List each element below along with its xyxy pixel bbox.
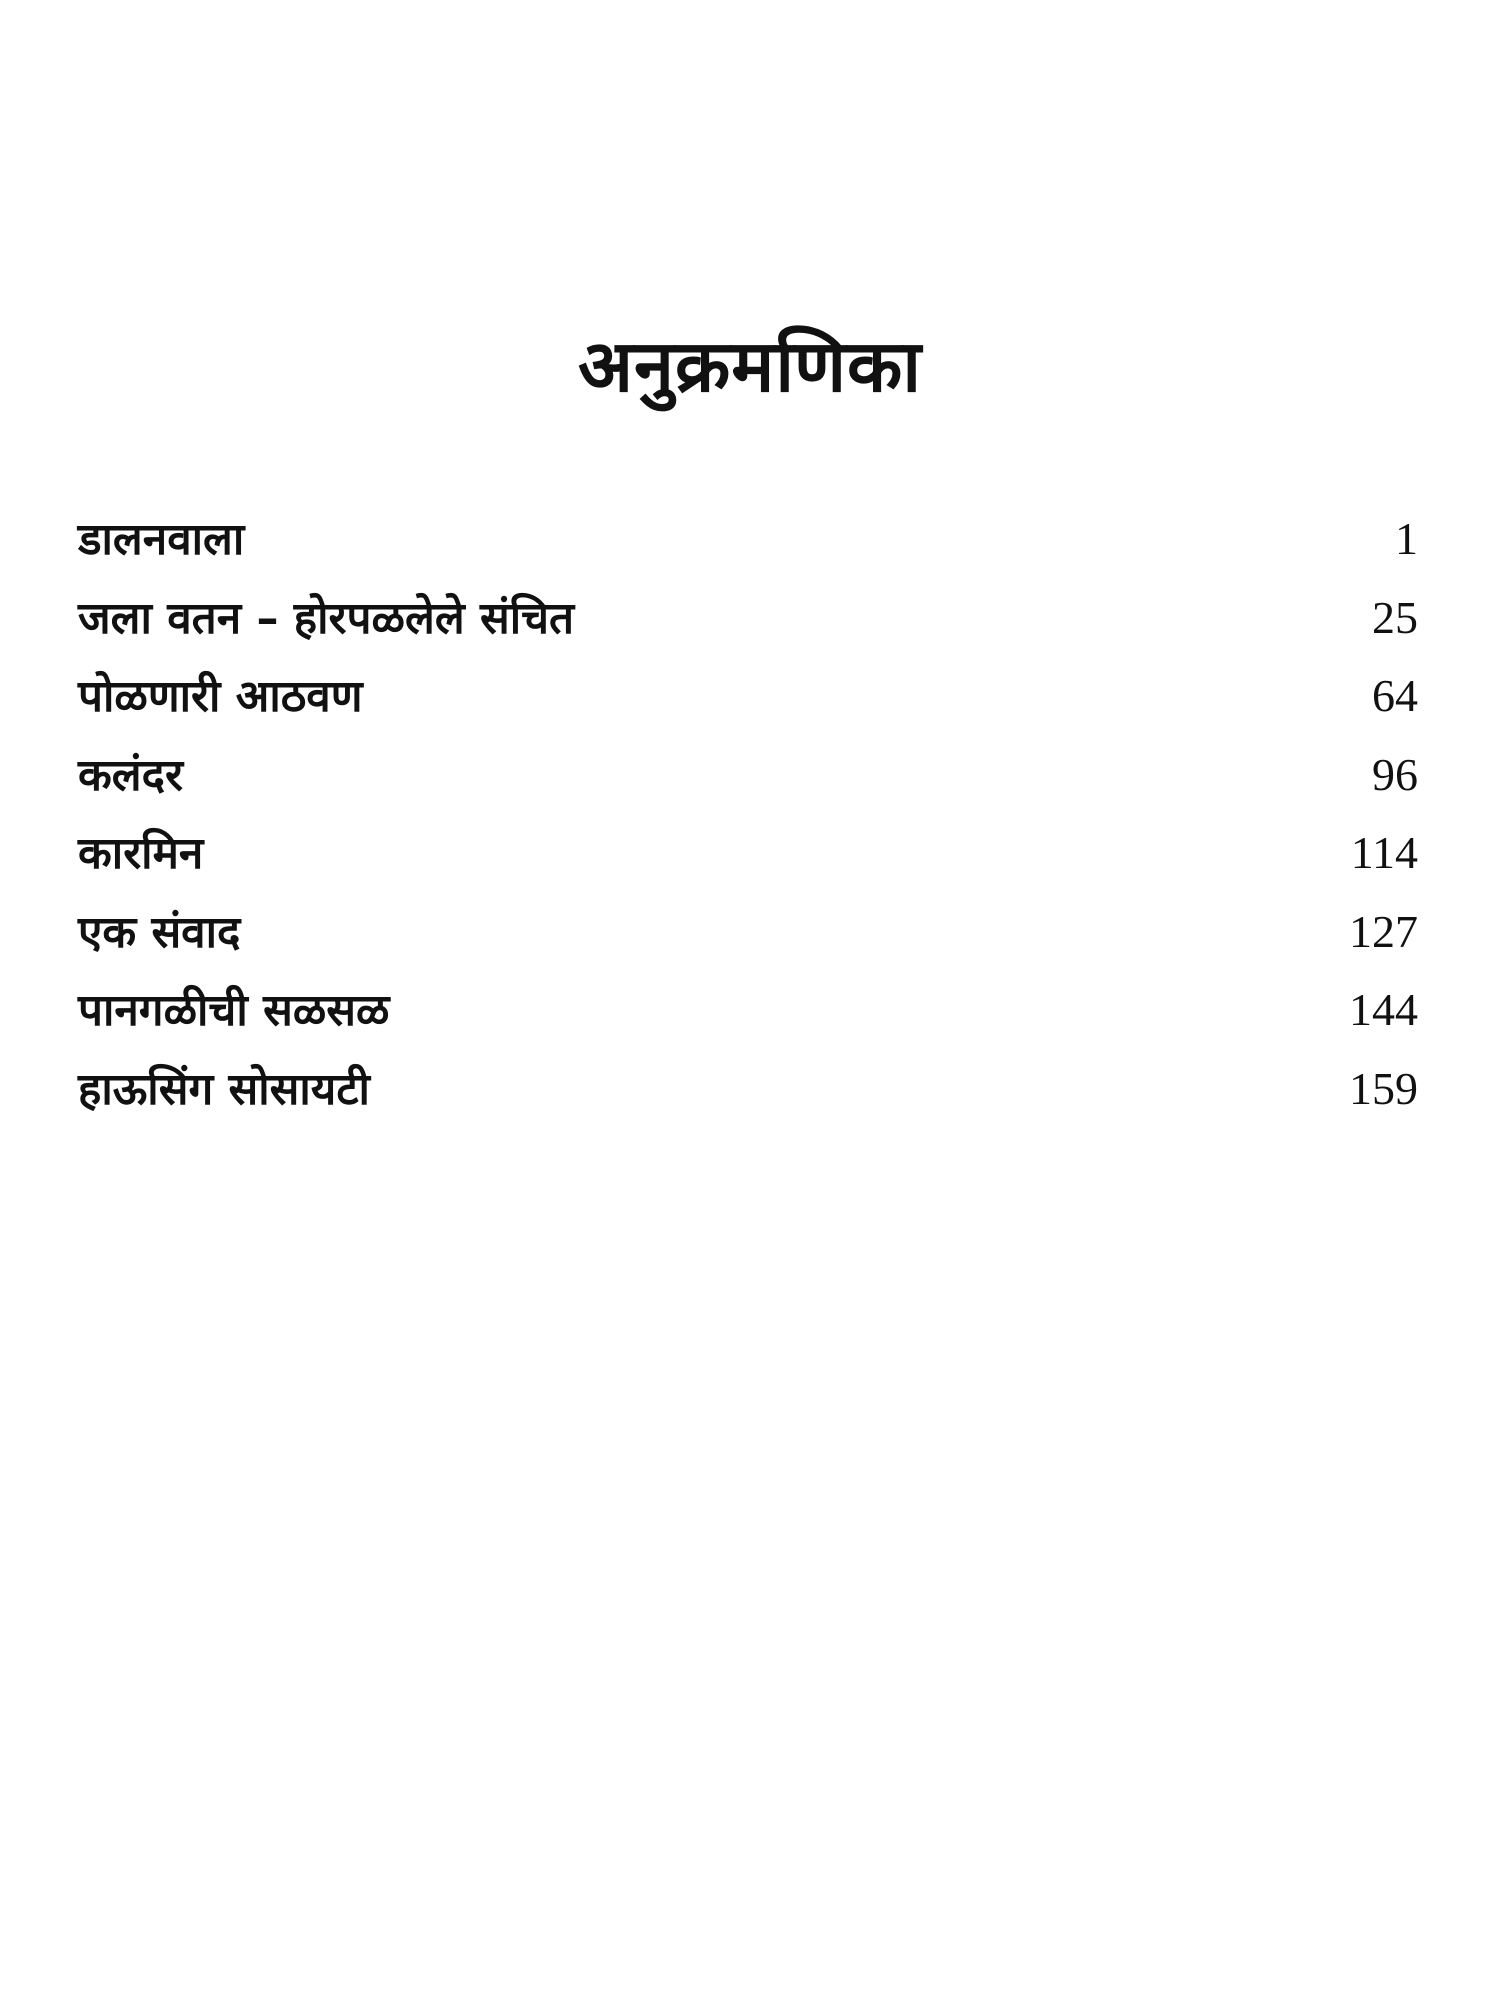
toc-page-number: 25 bbox=[1372, 591, 1418, 643]
toc-chapter-title: हाऊसिंग सोसायटी bbox=[78, 1063, 370, 1115]
toc-page-number: 96 bbox=[1372, 748, 1418, 800]
toc-page-number: 114 bbox=[1350, 827, 1418, 878]
toc-entry bbox=[78, 893, 1418, 972]
toc-page-number: 1 bbox=[1395, 513, 1418, 564]
toc-chapter-title: जला वतन – होरपळलेले संचित bbox=[78, 592, 575, 644]
toc-entry bbox=[78, 1050, 1418, 1129]
page-title: अनुक्रमणिका bbox=[578, 324, 922, 409]
table-of-contents bbox=[78, 500, 1418, 1128]
toc-page-number: 144 bbox=[1349, 984, 1418, 1035]
toc-entry bbox=[78, 657, 1418, 736]
toc-entry bbox=[78, 579, 1418, 658]
toc-page-number: 127 bbox=[1349, 905, 1418, 957]
toc-chapter-title: एक संवाद bbox=[78, 906, 241, 958]
toc-chapter-title: पानगळीची सळसळ bbox=[78, 985, 390, 1036]
toc-entry bbox=[78, 814, 1418, 893]
toc-entry bbox=[78, 500, 1418, 579]
toc-entry bbox=[78, 971, 1418, 1050]
toc-page-number: 64 bbox=[1372, 670, 1418, 721]
toc-chapter-title: डालनवाला bbox=[78, 514, 245, 565]
toc-chapter-title: कारमिन bbox=[78, 828, 204, 879]
toc-page-number: 159 bbox=[1349, 1062, 1418, 1114]
toc-chapter-title: पोळणारी आठवण bbox=[78, 671, 363, 722]
toc-chapter-title: कलंदर bbox=[78, 749, 183, 801]
toc-entry bbox=[78, 736, 1418, 815]
